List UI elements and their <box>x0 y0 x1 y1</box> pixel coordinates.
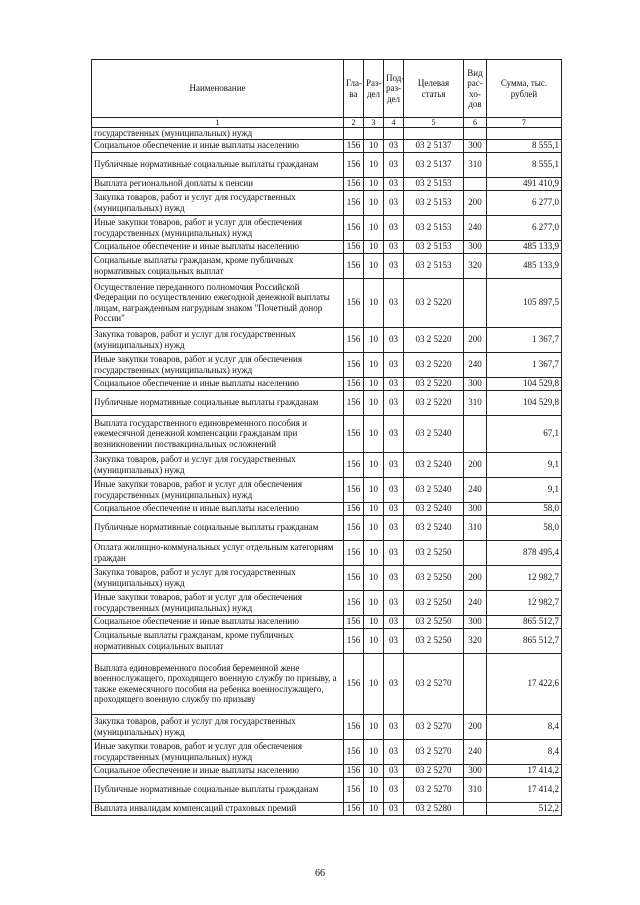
row-section: 10 <box>364 477 384 502</box>
table-row <box>92 139 562 152</box>
row-expense-type: 240 <box>464 477 487 502</box>
row-subsection: 03 <box>384 777 404 802</box>
table-row <box>92 590 562 615</box>
row-expense-type: 200 <box>464 327 487 352</box>
row-amount <box>487 128 562 140</box>
table-row <box>92 502 562 515</box>
header-section: Раз-дел <box>364 60 384 118</box>
row-name: Иные закупки товаров, работ и услуг для обеспечения государственных (муниципальных) нужд <box>92 477 344 502</box>
row-section: 10 <box>364 327 384 352</box>
row-target-article: 03 2 5153 <box>404 215 464 240</box>
header-name: Наименование <box>92 60 344 118</box>
row-target-article: 03 2 5220 <box>404 327 464 352</box>
row-section: 10 <box>364 628 384 653</box>
row-expense-type: 240 <box>464 739 487 764</box>
column-number: 3 <box>364 118 384 128</box>
row-name: Закупка товаров, работ и услуг для государственных (муниципальных) нужд <box>92 714 344 739</box>
row-target-article: 03 2 5250 <box>404 540 464 565</box>
row-target-article: 03 2 5270 <box>404 777 464 802</box>
row-amount: 1 367,7 <box>487 327 562 352</box>
row-expense-type: 320 <box>464 628 487 653</box>
row-subsection: 03 <box>384 714 404 739</box>
row-name: Публичные нормативные социальные выплаты гражданам <box>92 152 344 177</box>
table-row <box>92 327 562 352</box>
row-amount: 105 897,5 <box>487 278 562 327</box>
row-subsection: 03 <box>384 177 404 190</box>
table-row <box>92 452 562 477</box>
table-row <box>92 128 562 140</box>
row-expense-type: 310 <box>464 777 487 802</box>
row-section: 10 <box>364 390 384 415</box>
row-chapter: 156 <box>344 352 364 377</box>
row-chapter: 156 <box>344 502 364 515</box>
row-name: Закупка товаров, работ и услуг для государственных (муниципальных) нужд <box>92 327 344 352</box>
table-row <box>92 240 562 253</box>
row-chapter: 156 <box>344 653 364 714</box>
row-chapter: 156 <box>344 215 364 240</box>
column-number: 5 <box>404 118 464 128</box>
row-section: 10 <box>364 352 384 377</box>
column-number: 1 <box>92 118 344 128</box>
row-section: 10 <box>364 615 384 628</box>
table-row <box>92 714 562 739</box>
row-subsection: 03 <box>384 377 404 390</box>
row-amount: 12 982,7 <box>487 590 562 615</box>
row-subsection: 03 <box>384 540 404 565</box>
column-number: 2 <box>344 118 364 128</box>
row-section: 10 <box>364 240 384 253</box>
row-subsection: 03 <box>384 628 404 653</box>
row-amount: 58,0 <box>487 515 562 540</box>
row-target-article: 03 2 5240 <box>404 477 464 502</box>
table-row <box>92 477 562 502</box>
row-section: 10 <box>364 139 384 152</box>
row-name: Закупка товаров, работ и услуг для государственных (муниципальных) нужд <box>92 565 344 590</box>
row-chapter: 156 <box>344 739 364 764</box>
row-target-article: 03 2 5153 <box>404 190 464 215</box>
row-amount: 17 414,2 <box>487 764 562 777</box>
row-expense-type: 300 <box>464 377 487 390</box>
row-target-article: 03 2 5270 <box>404 653 464 714</box>
row-subsection: 03 <box>384 390 404 415</box>
table-row <box>92 739 562 764</box>
budget-table <box>91 59 562 816</box>
row-amount: 491 410,9 <box>487 177 562 190</box>
row-name: Выплата инвалидам компенсаций страховых премий <box>92 802 344 815</box>
row-expense-type <box>464 415 487 452</box>
row-section: 10 <box>364 278 384 327</box>
row-section: 10 <box>364 515 384 540</box>
row-amount: 12 982,7 <box>487 565 562 590</box>
row-target-article: 03 2 5137 <box>404 152 464 177</box>
table-row <box>92 764 562 777</box>
row-amount: 67,1 <box>487 415 562 452</box>
row-name: Социальное обеспечение и иные выплаты населению <box>92 139 344 152</box>
table-body <box>92 128 562 816</box>
row-expense-type: 300 <box>464 764 487 777</box>
row-section: 10 <box>364 415 384 452</box>
row-name: государственных (муниципальных) нужд <box>92 128 344 140</box>
row-section: 10 <box>364 739 384 764</box>
row-chapter: 156 <box>344 240 364 253</box>
table-row <box>92 615 562 628</box>
row-subsection: 03 <box>384 477 404 502</box>
row-expense-type: 200 <box>464 190 487 215</box>
row-chapter: 156 <box>344 377 364 390</box>
row-expense-type: 310 <box>464 515 487 540</box>
row-subsection: 03 <box>384 615 404 628</box>
row-name: Осуществление переданного полномочия Российской Федерации по осуществлению ежегодной денежной выплаты лицам, награжденным нагрудным знаком "Почетный донор России" <box>92 278 344 327</box>
row-subsection: 03 <box>384 253 404 278</box>
row-chapter: 156 <box>344 452 364 477</box>
row-section: 10 <box>364 590 384 615</box>
header-expense-type: Вид рас-хо-дов <box>464 60 487 118</box>
row-name: Иные закупки товаров, работ и услуг для обеспечения государственных (муниципальных) нужд <box>92 739 344 764</box>
row-amount: 9,1 <box>487 452 562 477</box>
row-subsection: 03 <box>384 515 404 540</box>
column-number: 6 <box>464 118 487 128</box>
row-amount: 17 414,2 <box>487 777 562 802</box>
row-expense-type: 200 <box>464 714 487 739</box>
row-name: Иные закупки товаров, работ и услуг для обеспечения государственных (муниципальных) нужд <box>92 590 344 615</box>
document-page <box>91 59 561 816</box>
row-expense-type: 240 <box>464 215 487 240</box>
row-section <box>364 128 384 140</box>
row-subsection: 03 <box>384 565 404 590</box>
header-amount: Сумма, тыс. рублей <box>487 60 562 118</box>
row-amount: 512,2 <box>487 802 562 815</box>
row-target-article: 03 2 5270 <box>404 714 464 739</box>
row-subsection: 03 <box>384 739 404 764</box>
column-number-row <box>92 118 562 128</box>
table-row <box>92 540 562 565</box>
row-target-article: 03 2 5220 <box>404 390 464 415</box>
row-amount: 485 133,9 <box>487 240 562 253</box>
row-chapter: 156 <box>344 390 364 415</box>
row-name: Иные закупки товаров, работ и услуг для обеспечения государственных (муниципальных) нужд <box>92 215 344 240</box>
row-target-article: 03 2 5240 <box>404 415 464 452</box>
row-name: Социальное обеспечение и иные выплаты населению <box>92 502 344 515</box>
row-section: 10 <box>364 777 384 802</box>
table-row <box>92 278 562 327</box>
table-row <box>92 152 562 177</box>
row-target-article: 03 2 5270 <box>404 764 464 777</box>
row-amount: 865 512,7 <box>487 628 562 653</box>
row-expense-type <box>464 278 487 327</box>
row-expense-type <box>464 653 487 714</box>
column-number: 4 <box>384 118 404 128</box>
row-name: Социальное обеспечение и иные выплаты населению <box>92 377 344 390</box>
row-section: 10 <box>364 540 384 565</box>
table-row <box>92 190 562 215</box>
row-section: 10 <box>364 215 384 240</box>
row-subsection: 03 <box>384 502 404 515</box>
header-row <box>92 60 562 118</box>
table-row <box>92 253 562 278</box>
row-amount: 878 495,4 <box>487 540 562 565</box>
row-section: 10 <box>364 653 384 714</box>
row-target-article: 03 2 5280 <box>404 802 464 815</box>
row-subsection: 03 <box>384 802 404 815</box>
table-row <box>92 653 562 714</box>
row-name: Социальное обеспечение и иные выплаты населению <box>92 240 344 253</box>
row-target-article: 03 2 5250 <box>404 615 464 628</box>
row-amount: 8 555,1 <box>487 152 562 177</box>
table-row <box>92 177 562 190</box>
row-expense-type <box>464 128 487 140</box>
row-section: 10 <box>364 190 384 215</box>
row-amount: 8,4 <box>487 739 562 764</box>
row-amount: 865 512,7 <box>487 615 562 628</box>
row-target-article: 03 2 5250 <box>404 628 464 653</box>
row-expense-type: 240 <box>464 352 487 377</box>
row-expense-type: 200 <box>464 452 487 477</box>
row-amount: 485 133,9 <box>487 253 562 278</box>
row-name: Социальное обеспечение и иные выплаты населению <box>92 764 344 777</box>
row-expense-type: 310 <box>464 152 487 177</box>
row-target-article: 03 2 5240 <box>404 502 464 515</box>
row-name: Выплата единовременного пособия беременной жене военнослужащего, проходящего военную службу по призыву, а также ежемесячного пособия на ребенка военнослужащего, проходящего военную службу по призыву <box>92 653 344 714</box>
row-subsection: 03 <box>384 278 404 327</box>
row-amount: 8,4 <box>487 714 562 739</box>
row-chapter: 156 <box>344 764 364 777</box>
row-expense-type <box>464 802 487 815</box>
row-subsection <box>384 128 404 140</box>
row-target-article <box>404 128 464 140</box>
row-subsection: 03 <box>384 240 404 253</box>
row-chapter: 156 <box>344 714 364 739</box>
row-expense-type: 320 <box>464 253 487 278</box>
header-target-article: Целевая статья <box>404 60 464 118</box>
row-subsection: 03 <box>384 590 404 615</box>
row-amount: 9,1 <box>487 477 562 502</box>
row-chapter: 156 <box>344 590 364 615</box>
row-chapter: 156 <box>344 628 364 653</box>
row-target-article: 03 2 5270 <box>404 739 464 764</box>
row-chapter: 156 <box>344 139 364 152</box>
row-section: 10 <box>364 802 384 815</box>
row-amount: 6 277,0 <box>487 190 562 215</box>
row-name: Закупка товаров, работ и услуг для государственных (муниципальных) нужд <box>92 190 344 215</box>
row-chapter: 156 <box>344 777 364 802</box>
row-name: Публичные нормативные социальные выплаты гражданам <box>92 515 344 540</box>
row-expense-type: 310 <box>464 390 487 415</box>
row-section: 10 <box>364 177 384 190</box>
row-expense-type: 240 <box>464 590 487 615</box>
row-name: Иные закупки товаров, работ и услуг для обеспечения государственных (муниципальных) нужд <box>92 352 344 377</box>
row-subsection: 03 <box>384 352 404 377</box>
row-chapter: 156 <box>344 615 364 628</box>
column-number: 7 <box>487 118 562 128</box>
row-subsection: 03 <box>384 327 404 352</box>
row-chapter: 156 <box>344 253 364 278</box>
row-chapter: 156 <box>344 152 364 177</box>
row-target-article: 03 2 5240 <box>404 452 464 477</box>
row-name: Публичные нормативные социальные выплаты гражданам <box>92 390 344 415</box>
row-section: 10 <box>364 565 384 590</box>
row-chapter: 156 <box>344 190 364 215</box>
row-name: Закупка товаров, работ и услуг для государственных (муниципальных) нужд <box>92 452 344 477</box>
row-target-article: 03 2 5220 <box>404 278 464 327</box>
row-target-article: 03 2 5153 <box>404 240 464 253</box>
row-target-article: 03 2 5153 <box>404 253 464 278</box>
row-chapter: 156 <box>344 565 364 590</box>
table-row <box>92 777 562 802</box>
row-expense-type <box>464 540 487 565</box>
table-row <box>92 565 562 590</box>
row-section: 10 <box>364 502 384 515</box>
row-subsection: 03 <box>384 452 404 477</box>
row-amount: 104 529,8 <box>487 377 562 390</box>
row-chapter: 156 <box>344 415 364 452</box>
row-expense-type <box>464 177 487 190</box>
row-expense-type: 300 <box>464 615 487 628</box>
table-row <box>92 215 562 240</box>
page-number: 66 <box>315 868 325 879</box>
row-target-article: 03 2 5220 <box>404 377 464 390</box>
row-subsection: 03 <box>384 152 404 177</box>
row-chapter: 156 <box>344 327 364 352</box>
row-target-article: 03 2 5153 <box>404 177 464 190</box>
row-subsection: 03 <box>384 190 404 215</box>
row-expense-type: 300 <box>464 139 487 152</box>
row-subsection: 03 <box>384 764 404 777</box>
row-chapter: 156 <box>344 802 364 815</box>
header-chapter: Гла-ва <box>344 60 364 118</box>
row-amount: 104 529,8 <box>487 390 562 415</box>
row-name: Социальное обеспечение и иные выплаты населению <box>92 615 344 628</box>
row-section: 10 <box>364 714 384 739</box>
row-name: Выплата региональной доплаты к пенсии <box>92 177 344 190</box>
row-subsection: 03 <box>384 415 404 452</box>
row-target-article: 03 2 5137 <box>404 139 464 152</box>
row-section: 10 <box>364 377 384 390</box>
row-chapter: 156 <box>344 177 364 190</box>
table-row <box>92 802 562 815</box>
row-amount: 58,0 <box>487 502 562 515</box>
row-amount: 6 277,0 <box>487 215 562 240</box>
row-section: 10 <box>364 253 384 278</box>
row-amount: 8 555,1 <box>487 139 562 152</box>
row-subsection: 03 <box>384 139 404 152</box>
row-name: Оплата жилищно-коммунальных услуг отдельным категориям граждан <box>92 540 344 565</box>
table-row <box>92 377 562 390</box>
row-expense-type: 300 <box>464 502 487 515</box>
row-chapter <box>344 128 364 140</box>
row-target-article: 03 2 5240 <box>404 515 464 540</box>
table-row <box>92 352 562 377</box>
row-chapter: 156 <box>344 515 364 540</box>
table-row <box>92 390 562 415</box>
row-chapter: 156 <box>344 477 364 502</box>
row-expense-type: 200 <box>464 565 487 590</box>
row-name: Социальные выплаты гражданам, кроме публичных нормативных социальных выплат <box>92 253 344 278</box>
row-name: Публичные нормативные социальные выплаты гражданам <box>92 777 344 802</box>
row-chapter: 156 <box>344 540 364 565</box>
row-expense-type: 300 <box>464 240 487 253</box>
row-subsection: 03 <box>384 653 404 714</box>
row-name: Выплата государственного единовременного пособия и ежемесячной денежной компенсации гражданам при возникновении поствакцинальных осложнений <box>92 415 344 452</box>
row-target-article: 03 2 5250 <box>404 590 464 615</box>
table-row <box>92 628 562 653</box>
row-target-article: 03 2 5250 <box>404 565 464 590</box>
row-chapter: 156 <box>344 278 364 327</box>
header-subsection: Под-раз-дел <box>384 60 404 118</box>
row-target-article: 03 2 5220 <box>404 352 464 377</box>
table-row <box>92 415 562 452</box>
row-amount: 1 367,7 <box>487 352 562 377</box>
row-subsection: 03 <box>384 215 404 240</box>
row-name: Социальные выплаты гражданам, кроме публичных нормативных социальных выплат <box>92 628 344 653</box>
row-amount: 17 422,6 <box>487 653 562 714</box>
table-row <box>92 515 562 540</box>
row-section: 10 <box>364 764 384 777</box>
row-section: 10 <box>364 452 384 477</box>
row-section: 10 <box>364 152 384 177</box>
